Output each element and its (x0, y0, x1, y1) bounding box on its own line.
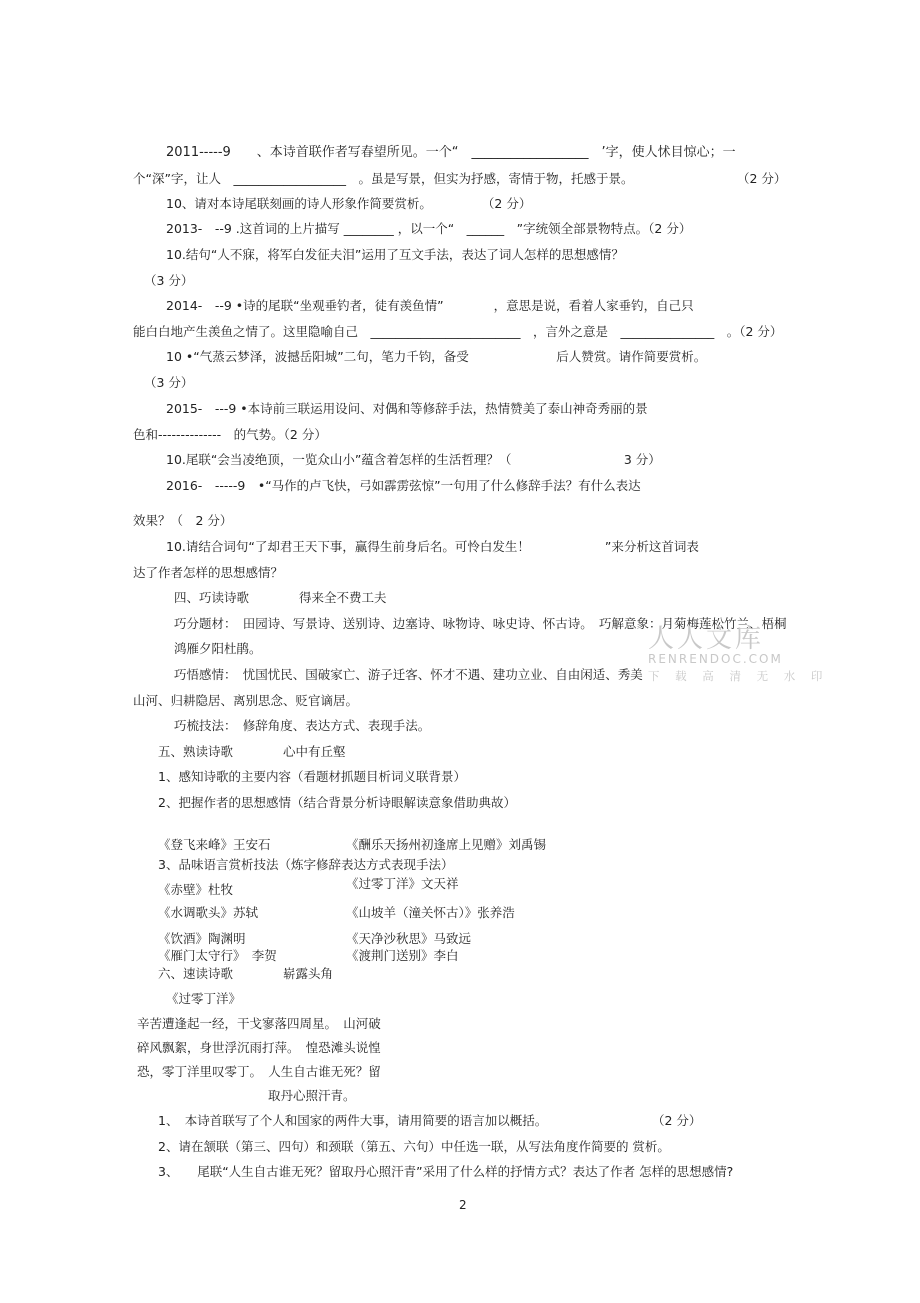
q2011-9-line1: 2011-----9 、本诗首联作者写春望所见。一个“ __________________ ’字，使人怵目惊心；一 (166, 145, 736, 160)
q2014-9-line2: 能白白地产生羡鱼之情了。这里隐喻自己 ________________________ ，言外之意是 _______________ 。（2 分） (133, 324, 783, 339)
skill-emotions: 巧悟感情： 忧国忧民、国破家亡、游子迁客、怀才不遇、建功立业、自由闲适、秀美 (174, 667, 643, 682)
watermark-domain: RENRENDOC.COM (648, 652, 783, 666)
q2016-9-line2: 效果？（ 2 分） (133, 513, 233, 528)
q2011-10: 10、请对本诗尾联刻画的诗人形象作简要赏析。 （2 分） (166, 196, 532, 211)
question-1: 1、 本诗首联写了个人和国家的两件大事，请用简要的语言加以概括。 (158, 1113, 548, 1128)
section-four-title: 四、巧读诗歌 得来全不费工夫 (174, 590, 387, 605)
poem-title-5: 《水调歌头》苏轼 (158, 905, 259, 920)
poem-title-8: 《天净沙秋思》马致远 (346, 931, 472, 946)
section-five-item1: 1、感知诗歌的主要内容（看题材抓题目析词义联背景） (158, 769, 466, 784)
poem-line-4: 取丹心照汗青。 (268, 1088, 356, 1103)
poem-title-10: 《渡荆门送别》李白 (346, 948, 459, 963)
question-3: 3、 尾联“人生自古谁无死？留取丹心照汗青”采用了什么样的抒情方式？表达了作者 怎样的思想感情? (158, 1164, 734, 1179)
q2014-9-line1: 2014- --9 •诗的尾联“坐观垂钓者，徒有羡鱼情” ，意思是说，看着人家垂钓，自己只 (166, 298, 694, 313)
poem-line-3: 恐，零丁洋里叹零丁。 人生自古谁无死？留 (137, 1064, 381, 1079)
q2013-9: 2013- --9 .这首词的上片描写 ________ ，以一个“ ______ ”字统领全部景物特点。（2 分） (166, 221, 692, 236)
page-number: 2 (459, 1198, 467, 1212)
poem-line-1: 辛苦遭逢起一经，干戈寥落四周星。 山河破 (137, 1016, 381, 1031)
q2013-10-line1: 10.结句“人不寐，将军白发征夫泪”运用了互文手法，表达了词人怎样的思想感情？ (166, 247, 624, 262)
poem-title-1: 《登飞来峰》王安石 (158, 837, 271, 852)
skill-emotions-cont: 山河、归耕隐居、离别思念、贬官谪居。 (133, 693, 359, 708)
poem-title-guolingdingyang: 《过零丁洋》 (166, 991, 242, 1006)
q2016-9-line1: 2016- -----9 •“马作的卢飞快，弓如霹雳弦惊”一句用了什么修辞手法？有什么表达 (166, 478, 641, 493)
poem-title-6: 《山坡羊（潼关怀古）》张养浩 (346, 905, 515, 920)
q2016-10-line1: 10.请结合词句“了却君王天下事，赢得生前身后名。可怜白发生！ ”来分析这首词表 (166, 539, 699, 554)
poem-line-2: 碎风飘絮，身世浮沉雨打萍。 惶恐滩头说惶 (137, 1040, 381, 1055)
poem-title-4: 《过零丁洋》文天祥 (346, 876, 459, 891)
question-1-score: （2 分） (652, 1113, 702, 1128)
poem-title-2: 《酬乐天扬州初逢席上见赠》刘禹锡 (346, 837, 547, 852)
skill-techniques: 巧梳技法： 修辞角度、表达方式、表现手法。 (174, 718, 431, 733)
watermark-logo: 人人文库 (648, 624, 765, 654)
q2016-10-line2: 达了作者怎样的思想感情？ (133, 565, 284, 580)
section-five-title: 五、熟读诗歌 心中有丘壑 (158, 744, 346, 759)
poem-title-7: 《饮酒》陶渊明 (158, 931, 246, 946)
poem-title-3: 《赤壁》杜牧 (158, 882, 234, 897)
watermark-slogan: 下 载 高 清 无 水 印 (648, 669, 829, 683)
skill-themes-cont: 鸿雁夕阳杜鹃。 (174, 641, 262, 656)
section-five-item3: 3、品味语言赏析技法（炼字修辞表达方式表现手法） (158, 857, 454, 872)
poem-title-9: 《雁门太守行》 李贺 (158, 948, 277, 963)
section-five-item2: 2、把握作者的思想感情（结合背景分析诗眼解读意象借助典故） (158, 795, 516, 810)
q2014-10-line1: 10 •“气蒸云梦泽，波撼岳阳城”二句，笔力千钧，备受 后人赞赏。请作简要赏析。 (166, 349, 707, 364)
skill-themes: 巧分题材： 田园诗、写景诗、送别诗、边塞诗、咏物诗、咏史诗、怀古诗。 巧解意象：月菊梅莲松竹兰、梧桐 (174, 616, 787, 631)
q2015-9-line1: 2015- ---9 •本诗前三联运用设问、对偶和等修辞手法，热情赞美了泰山神奇秀丽的景 (166, 401, 648, 416)
q2013-10-score: （3 分） (144, 273, 194, 288)
section-six-title: 六、速读诗歌 崭露头角 (158, 966, 334, 981)
q2011-9-line2: 个“深”字，让人 __________________ 。虽是写景，但实为抒感，寄情于物，托感于景。 (133, 171, 634, 186)
question-2: 2、请在颔联（第三、四句）和颈联（第五、六句）中任选一联，从写法角度作简要的 赏析。 (158, 1139, 670, 1154)
q2014-10-score: （3 分） (144, 375, 194, 390)
q2015-9-line2: 色和-------------- 的气势。（2 分） (133, 427, 327, 442)
q2011-9-score: （2 分） (737, 171, 787, 186)
q2015-10: 10.尾联“会当凌绝顶，一览众山小”蕴含着怎样的生活哲理？（ 3 分） (166, 452, 661, 467)
